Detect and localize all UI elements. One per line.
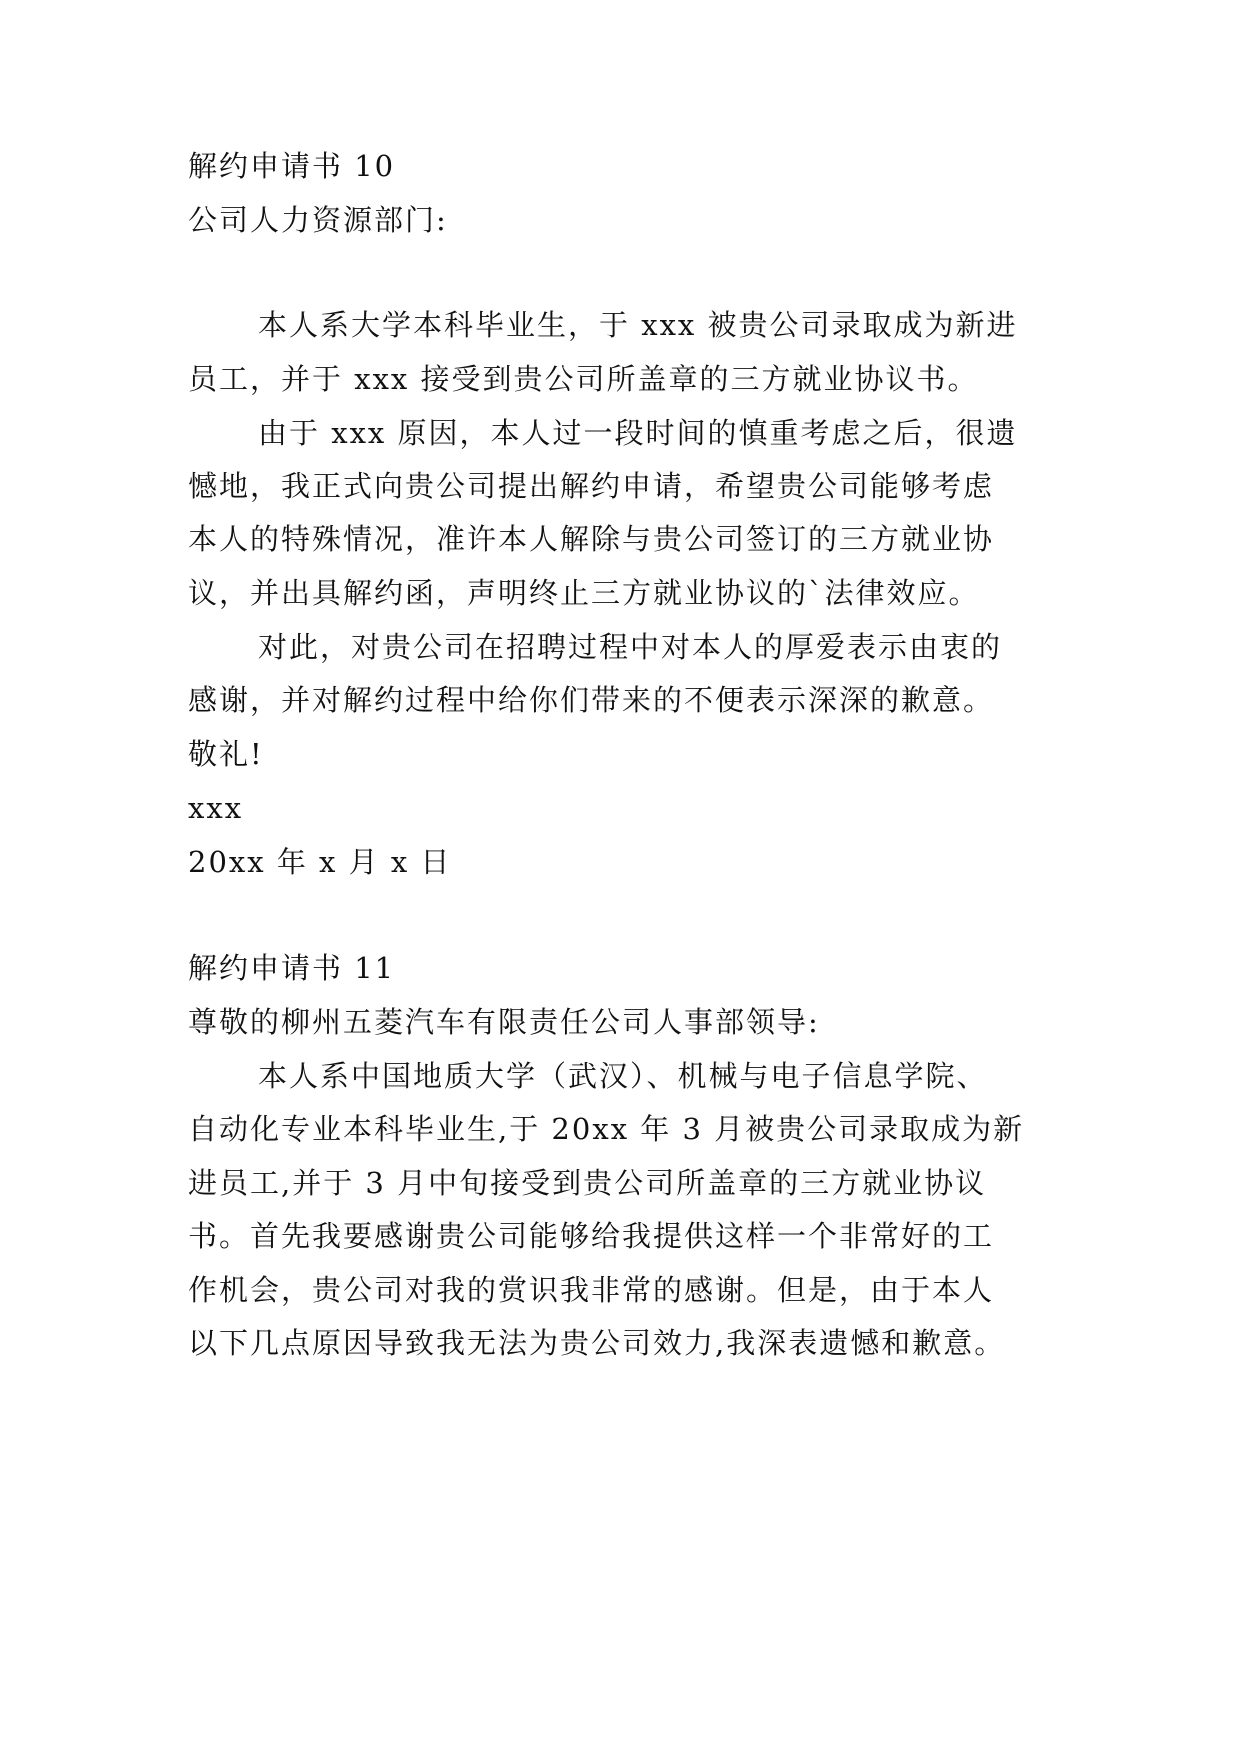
letter11-para1-line6: 以下几点原因导致我无法为贵公司效力,我深表遗憾和歉意。 [188,1326,1006,1360]
letter10-para2-line3: 本人的特殊情况，准许本人解除与贵公司签订的三方就业协 [188,522,995,556]
letter10-para2-line1: 由于 xxx 原因，本人过一段时间的慎重考虑之后，很遗 [258,416,1018,450]
letter10-para1-line2: 员工，并于 xxx 接受到贵公司所盖章的三方就业协议书。 [188,362,979,396]
letter11-salutation: 尊敬的柳州五菱汽车有限责任公司人事部领导: [188,1005,820,1039]
letter10-para3-line2: 感谢，并对解约过程中给你们带来的不便表示深深的歉意。 [188,683,995,717]
letter11-para1-line1: 本人系中国地质大学（武汉）、机械与电子信息学院、 [258,1059,988,1093]
letter10-para3-line1: 对此，对贵公司在招聘过程中对本人的厚爱表示由衷的 [258,630,1003,664]
letter10-salutation: 公司人力资源部门: [188,203,448,237]
letter10-signature: xxx [188,791,244,825]
letter10-para2-line2: 憾地，我正式向贵公司提出解约申请，希望贵公司能够考虑 [188,469,995,503]
letter10-para1-line1: 本人系大学本科毕业生，于 xxx 被贵公司录取成为新进 [258,308,1018,342]
letter11-para1-line4: 书。首先我要感谢贵公司能够给我提供这样一个非常好的工 [188,1219,995,1253]
letter10-date: 20xx 年 x 月 x 日 [188,845,452,879]
letter10-para2-line4: 议，并出具解约函，声明终止三方就业协议的`法律效应。 [188,576,980,610]
letter10-title: 解约申请书 10 [188,149,396,183]
letter11-para1-line3: 进员工,并于 3 月中旬接受到贵公司所盖章的三方就业协议 [188,1166,987,1200]
letter10-closing: 敬礼! [188,737,264,771]
letter11-title: 解约申请书 11 [188,951,396,985]
letter11-para1-line5: 作机会，贵公司对我的赏识我非常的感谢。但是，由于本人 [188,1273,995,1307]
letter11-para1-line2: 自动化专业本科毕业生,于 20xx 年 3 月被贵公司录取成为新 [188,1112,1025,1146]
